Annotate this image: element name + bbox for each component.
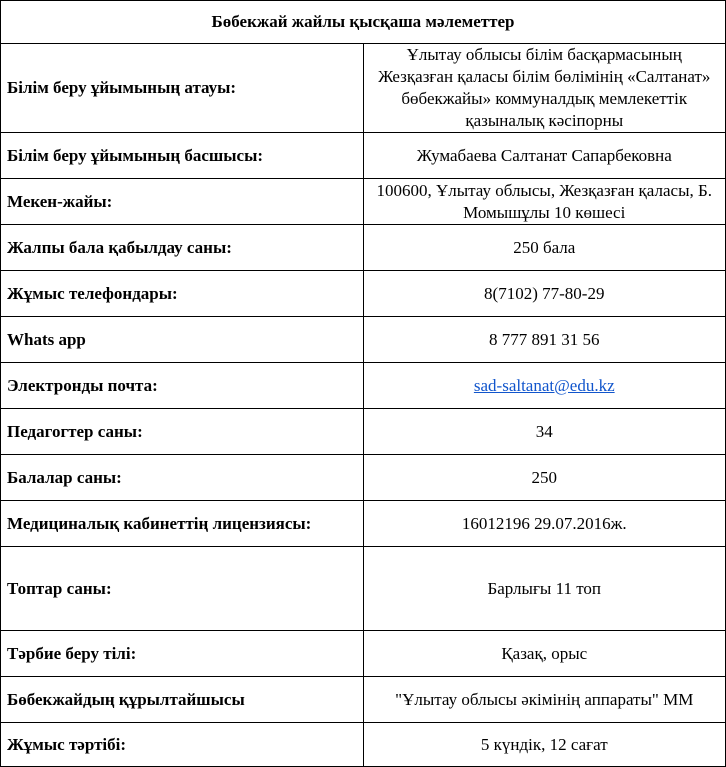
table-row <box>1 547 726 631</box>
row-label-founder: Бөбекжайдың құрылтайшысы <box>1 677 364 723</box>
row-value-head: Жумабаева Салтанат Сапарбековна <box>363 133 726 179</box>
table-row <box>1 631 726 677</box>
table-row <box>1 44 726 133</box>
row-label-teachers: Педагогтер саны: <box>1 409 364 455</box>
table-row <box>1 363 726 409</box>
row-label-org-name: Білім беру ұйымының атауы: <box>1 44 364 133</box>
row-label-phone: Жұмыс телефондары: <box>1 271 364 317</box>
table-row <box>1 317 726 363</box>
row-label-capacity: Жалпы бала қабылдау саны: <box>1 225 364 271</box>
row-value-groups: Барлығы 11 топ <box>363 547 726 631</box>
table-row <box>1 133 726 179</box>
row-value-teachers: 34 <box>363 409 726 455</box>
row-label-whatsapp: Whats app <box>1 317 364 363</box>
row-label-language: Тәрбие беру тілі: <box>1 631 364 677</box>
row-value-whatsapp: 8 777 891 31 56 <box>363 317 726 363</box>
row-value-children: 250 <box>363 455 726 501</box>
table-row <box>1 455 726 501</box>
row-value-schedule: 5 күндік, 12 сағат <box>363 723 726 767</box>
row-label-license: Медициналық кабинеттің лицензиясы: <box>1 501 364 547</box>
table-row <box>1 723 726 767</box>
row-label-children: Балалар саны: <box>1 455 364 501</box>
title-row <box>1 1 726 44</box>
row-value-license: 16012196 29.07.2016ж. <box>363 501 726 547</box>
row-value-capacity: 250 бала <box>363 225 726 271</box>
row-label-groups: Топтар саны: <box>1 547 364 631</box>
row-value-org-name: Ұлытау облысы білім басқармасының Жезқазған қаласы білім бөлімінің «Салтанат» бөбекжайы» коммуналдық мемлекеттік қазыналық кәсіпорны <box>363 44 726 133</box>
table-row <box>1 409 726 455</box>
row-value-phone: 8(7102) 77-80-29 <box>363 271 726 317</box>
table-row <box>1 271 726 317</box>
row-label-schedule: Жұмыс тәртібі: <box>1 723 364 767</box>
row-value-language: Қазақ, орыс <box>363 631 726 677</box>
email-link[interactable]: sad-saltanat@edu.kz <box>473 375 615 395</box>
table-title: Бөбекжай жайлы қысқаша мәлеметтер <box>1 1 726 44</box>
table-row <box>1 501 726 547</box>
row-value-founder: "Ұлытау облысы әкімінің аппараты" ММ <box>363 677 726 723</box>
row-label-address: Мекен-жайы: <box>1 179 364 225</box>
row-value-email <box>363 363 726 409</box>
table-row <box>1 677 726 723</box>
row-label-head: Білім беру ұйымының басшысы: <box>1 133 364 179</box>
row-label-email: Электронды почта: <box>1 363 364 409</box>
row-value-address: 100600, Ұлытау облысы, Жезқазған қаласы, Б. Момышұлы 10 көшесі <box>363 179 726 225</box>
table-row <box>1 179 726 225</box>
table-row <box>1 225 726 271</box>
